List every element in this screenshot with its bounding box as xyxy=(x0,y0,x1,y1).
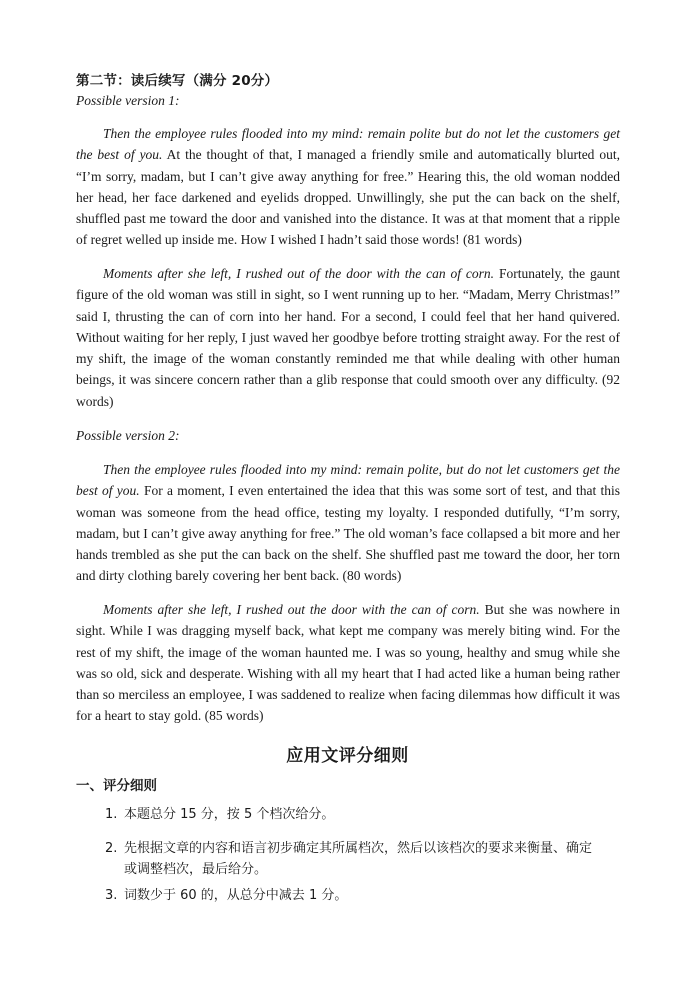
version-2-paragraph-1-lead: Then the employee rules flooded into my mind: remain polite, but do not let customers get the best of you. xyxy=(76,462,620,499)
rubric-item-text: 先根据文章的内容和语言初步确定其所属档次，然后以该档次的要求来衡量、确定 xyxy=(124,841,593,856)
version-1-paragraph-1-lead: Then the employee rules flooded into my mind: remain polite but do not let the customers get the best of you. xyxy=(76,126,620,163)
rubric-item-text: 本题总分 15 分，按 5 个档次给分。 xyxy=(124,807,335,822)
rubric-item-number: 2. xyxy=(105,841,118,856)
rubric-item-text: 词数少于 60 的，从总分中减去 1 分。 xyxy=(124,888,348,903)
rubric-title: 应用文评分细则 xyxy=(286,746,409,766)
rubric-item-1 xyxy=(105,804,620,825)
rubric-heading: 一、评分细则 xyxy=(76,778,157,794)
rubric-item-2 xyxy=(105,838,620,880)
version-2-paragraph-1 xyxy=(76,459,620,587)
version-2-paragraph-2 xyxy=(76,599,620,727)
rubric-item-3 xyxy=(105,885,620,906)
version-1-paragraph-1 xyxy=(76,123,620,251)
version-2-paragraph-1-body: For a moment, I even entertained the idea that this was some sort of test, and that this woman was someone from the head office, testing my loyalty. I responded dutifully, “I’m sorry, madam, but I can’t give away anything for free.” The old woman’s face collapsed a bit more and her hands trembled as she put the can back on the shelf. She shuffled past me toward the door, her torn and dirty clothing barely covering her bent back. (80 words) xyxy=(76,483,620,584)
version-1-paragraph-1-body: At the thought of that, I managed a friendly smile and automatically blurted out, “I’m sorry, madam, but I can’t give away anything for free.” Hearing this, the old woman nodded her head, her face darkened and eyelids dropped. Unwillingly, she put the can back on the shelf, shuffled past me toward the door and vanished into the distance. It was at that moment that a ripple of regret welled up inside me. How I wished I hadn’t said those words! (81 words) xyxy=(76,147,621,248)
rubric-item-number: 3. xyxy=(105,888,118,903)
rubric-item-continuation: 或调整档次，最后给分。 xyxy=(124,862,268,877)
version-2-paragraph-2-body: But she was nowhere in sight. While I was dragging myself back, what kept me company was merely biting wind. For the rest of my shift, the image of the woman haunted me. I was so young, healthy and smug while she was so old, sick and desperate. Wishing with all my heart that I had acted like a human being rather than so merciless an employee, I was saddened to realize when facing dilemmas how difficult it was for a heart to stay gold. (85 words) xyxy=(76,602,620,724)
version-1-paragraph-2-lead: Moments after she left, I rushed out of the door with the can of corn. xyxy=(103,266,495,281)
version-2-paragraph-2-lead: Moments after she left, I rushed out the door with the can of corn. xyxy=(103,602,480,617)
version-1-paragraph-2 xyxy=(76,263,620,412)
section-heading: 第二节：读后续写（满分 20分） xyxy=(76,73,279,89)
version-1-label: Possible version 1: xyxy=(76,93,180,108)
version-2-label: Possible version 2: xyxy=(76,428,180,443)
rubric-item-number: 1. xyxy=(105,807,118,822)
version-1-paragraph-2-body: Fortunately, the gaunt figure of the old woman was still in sight, so I went running up to her. “Madam, Merry Christmas!” said I, thrusting the can of corn into her hand. For a second, I could feel that her hand quivered. Without waiting for her reply, I just waved her goodbye before trotting straight away. For the rest of my shift, the image of the woman constantly reminded me that while dealing with other human beings, it was sincere concern rather than a glib response that could smooth over any difficulty. (92 words) xyxy=(76,266,620,409)
